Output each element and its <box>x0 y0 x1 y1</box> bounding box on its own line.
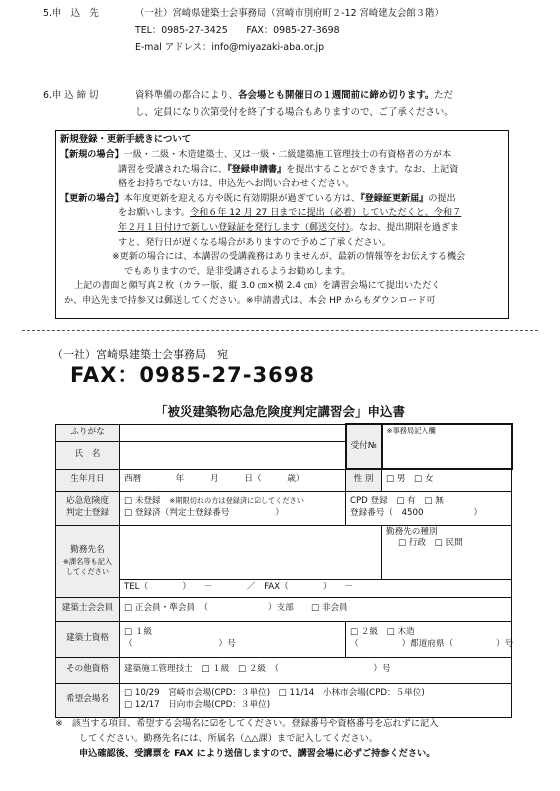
cut-line-divider <box>22 330 538 331</box>
unregistered-note: ※期限切れの方は登録済に☑してください <box>169 496 304 506</box>
workplace-note-1: ※課名等も記入 <box>62 557 113 567</box>
renew-line-1a: 本年度更新を迎える方や既に有効期限が過ぎている方は、 <box>123 193 361 204</box>
workplace-label <box>56 525 120 597</box>
name-field[interactable] <box>120 441 346 469</box>
furigana-field[interactable] <box>120 424 346 441</box>
furigana-label: ふりがな <box>56 424 120 441</box>
renew-line-1c: の提出 <box>428 193 456 204</box>
form-title: 「被災建築物応急危険度判定講習会」申込書 <box>154 404 405 419</box>
contact-email: E-mal アドレス：info@miyazaki-aba.or.jp <box>135 42 325 53</box>
deadline-text-bold: 各会場とも開催日の１週間前に締め切ります。 <box>238 90 435 101</box>
section-6-label: 6.申 込 締 切 <box>43 90 99 101</box>
office-use-note: ※事務局記入欄 <box>386 426 436 435</box>
note-line-2: してください。勤務先名には、所属名（△△課）まで記入してください。 <box>79 733 378 744</box>
name-label: 氏 名 <box>56 441 120 469</box>
venue-options-1[interactable]: □ 10/29 宮崎市会場(CPD：３単位) □ 11/14 小林市会場(CPD：５単位) <box>124 688 425 699</box>
new-case-form-name: 『登録申請書』 <box>227 164 287 175</box>
birthdate-field[interactable]: 西暦 年 月 日（ 歳） <box>120 469 346 491</box>
application-form <box>55 423 513 718</box>
renew-line-3b: 。なお、提出期限を過ぎま <box>349 222 460 233</box>
first-class-number[interactable]: （ ）号 <box>124 639 236 649</box>
registered-close: ） <box>275 508 284 518</box>
judge-registration-label <box>56 491 120 525</box>
workplace-type-options[interactable]: □ 行政 □ 民間 <box>398 538 463 549</box>
other-qualification-field[interactable]: 建築施工管理技士 □ １級 □ ２級 （ ）号 <box>120 657 512 683</box>
association-label: 建築士会会員 <box>56 597 120 621</box>
judge-label-line-2: 判定士登録 <box>66 508 109 518</box>
photo-line-1: 上記の書面と顔写真２枚（カラー版、縦 3.0 ㎝×横 2.4 ㎝）を講習会場にて提出いただく <box>74 281 441 292</box>
cpd-field[interactable] <box>346 491 512 525</box>
unregistered-checkbox[interactable]: □ 未登録 <box>124 496 161 507</box>
workplace-label-text: 勤務先名 <box>70 545 105 556</box>
second-class-checkbox[interactable]: □ ２級 □ 木造 <box>350 627 415 638</box>
association-field[interactable]: □ 正会員・準会員 （ ）支部 □ 非会員 <box>120 597 512 621</box>
second-class-number[interactable]: （ ）都道府県（ ）号 <box>350 639 514 649</box>
qualification-second-class[interactable] <box>346 621 512 657</box>
judge-label-line-1: 応急危険度 <box>66 496 109 507</box>
new-case-line-2a: 講習を受講された場合に、 <box>118 164 228 175</box>
note-line-3: 申込確認後、受講票を FAX により送信しますので、講習会場に必ずご持参ください。 <box>79 748 436 759</box>
renew-form-name: 『登録証更新届』 <box>360 193 429 204</box>
venue-field[interactable] <box>120 683 512 717</box>
registration-info-box <box>55 130 509 319</box>
workplace-type-field[interactable] <box>382 525 512 579</box>
cpd-registration-options[interactable]: CPD 登録 □ 有 □ 無 <box>350 496 444 507</box>
venue-label: 希望会場名 <box>56 683 120 717</box>
renew-issue-underlined: 年２月１日付けで新しい登録証を発行します（郵送交付） <box>118 222 350 233</box>
workplace-name-field[interactable] <box>120 525 382 579</box>
new-case-line-2c: を提出することができます。なお、上記資 <box>286 164 459 175</box>
renew-deadline-underlined: 令和６年 12 月 27 日までに提出（必着）していただくと、令和７ <box>190 208 462 219</box>
qualification-label: 建築士資格 <box>56 621 120 657</box>
photo-line-2: か、申込先まで持参又は郵送してください。※申請書式は、本会 HP からもダウンロード可 <box>64 295 436 306</box>
other-qualification-label: その他資格 <box>56 657 120 683</box>
judge-registration-field[interactable] <box>120 491 346 525</box>
birthdate-label: 生年月日 <box>56 469 120 491</box>
renew-case-label: 【更新の場合】 <box>60 193 124 204</box>
deadline-line-2: し、定員になり次第受付を終了する場合もありますので、ご了承ください。 <box>135 107 454 118</box>
workplace-type-title: 勤務先の種別 <box>386 526 438 537</box>
office-use-box <box>382 424 512 469</box>
info-box-title: 新規登録・更新手続きについて <box>60 134 192 145</box>
cpd-number-value[interactable]: 4500 <box>401 508 424 518</box>
form-notes <box>55 718 535 763</box>
first-class-checkbox[interactable]: □ １級 <box>124 627 153 638</box>
renew-line-2a: をお願いします。 <box>118 208 191 219</box>
new-case-label: 【新規の場合】 <box>60 150 124 160</box>
tel-fax-field[interactable]: TEL（ ） － ／ FAX（ ） － <box>120 579 512 597</box>
section-6-deadline <box>43 90 543 124</box>
registered-checkbox[interactable]: □ 登録済（判定士登録番号 <box>124 508 230 518</box>
reception-number-text: 受付№ <box>350 440 377 451</box>
renew-note-1: ※更新の場合には、本講習の受講義務はありませんが、最新の情報等をお伝えする機会 <box>112 252 466 263</box>
deadline-text-b: ただ <box>434 90 454 101</box>
venue-options-2[interactable]: □ 12/17 日向市会場(CPD：３単位) <box>124 700 271 710</box>
workplace-note-2: してください <box>65 566 110 576</box>
reception-number-label <box>346 424 382 469</box>
sex-options[interactable]: □ 男 □ 女 <box>382 469 512 491</box>
contact-tel-fax: TEL：0985-27-3425 FAX：0985-27-3698 <box>135 25 340 36</box>
note-line-1: ※ 該当する項目、希望する会場名に☑をしてください。登録番号や資格番号を忘れずに記入 <box>55 718 439 729</box>
sex-label: 性 別 <box>346 469 382 491</box>
deadline-text-a: 資料準備の都合により、 <box>135 90 239 101</box>
renew-note-2: でもありますので、是非受講されるようお勧めします。 <box>124 266 351 277</box>
contact-org: （一社）宮崎県建築士会事務局（宮崎市別府町２-12 宮崎建友会館３階） <box>135 8 444 19</box>
cpd-number-label: 登録番号（ <box>350 508 393 518</box>
new-case-line-3: 格をお持ちでない方は、申込先へお問い合わせください。 <box>118 179 355 190</box>
fax-number: FAX：0985-27-3698 <box>70 363 315 387</box>
section-5-label: 5.申 込 先 <box>43 8 99 19</box>
new-case-line-1: 一級・二級・木造建築士、又は一級・二級建築施工管理技士の有資格者の方が本 <box>123 150 452 160</box>
qualification-first-class[interactable] <box>120 621 346 657</box>
renew-line-4: すと、発行日が遅くなる場合がありますので予めご了承ください。 <box>118 237 391 248</box>
section-5-contact <box>43 8 543 59</box>
cpd-number-close: ） <box>473 508 483 518</box>
recipient-line: （一社）宮崎県建築士会事務局 宛 <box>52 348 228 361</box>
